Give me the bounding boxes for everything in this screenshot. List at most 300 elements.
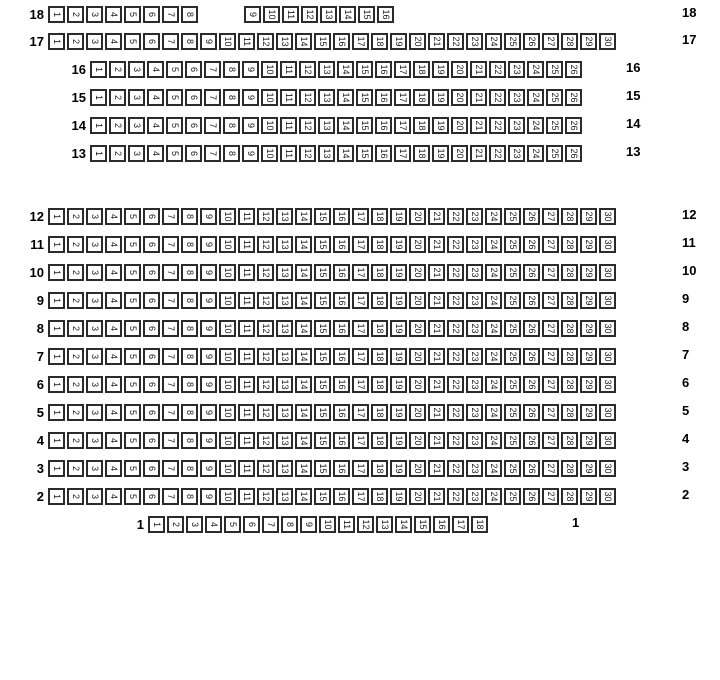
seat[interactable]: 17 <box>352 236 369 253</box>
seat[interactable]: 22 <box>447 264 464 281</box>
seat[interactable]: 16 <box>333 208 350 225</box>
seat[interactable]: 9 <box>242 145 259 162</box>
seat[interactable]: 11 <box>238 488 255 505</box>
seat[interactable]: 1 <box>48 292 65 309</box>
seat[interactable]: 14 <box>337 89 354 106</box>
seat[interactable]: 17 <box>394 89 411 106</box>
seat[interactable]: 9 <box>200 488 217 505</box>
seat[interactable]: 2 <box>67 264 84 281</box>
seat[interactable]: 13 <box>276 488 293 505</box>
seat[interactable]: 29 <box>580 488 597 505</box>
seat[interactable]: 12 <box>257 376 274 393</box>
seat[interactable]: 16 <box>333 432 350 449</box>
seat[interactable]: 25 <box>504 404 521 421</box>
seat[interactable]: 1 <box>148 516 165 533</box>
seat[interactable]: 8 <box>223 61 240 78</box>
seat[interactable]: 15 <box>356 61 373 78</box>
seat[interactable]: 20 <box>451 61 468 78</box>
seat[interactable]: 2 <box>67 33 84 50</box>
seat[interactable]: 19 <box>390 460 407 477</box>
seat[interactable]: 10 <box>263 6 280 23</box>
seat[interactable]: 4 <box>105 404 122 421</box>
seat[interactable]: 15 <box>314 376 331 393</box>
seat[interactable]: 1 <box>48 488 65 505</box>
seat[interactable]: 24 <box>485 292 502 309</box>
seat[interactable]: 18 <box>413 89 430 106</box>
seat[interactable]: 9 <box>200 33 217 50</box>
seat[interactable]: 23 <box>508 89 525 106</box>
seat[interactable]: 11 <box>238 376 255 393</box>
seat[interactable]: 8 <box>281 516 298 533</box>
seat[interactable]: 12 <box>257 320 274 337</box>
seat[interactable]: 21 <box>428 264 445 281</box>
seat[interactable]: 9 <box>300 516 317 533</box>
seat[interactable]: 22 <box>447 292 464 309</box>
seat[interactable]: 13 <box>276 404 293 421</box>
seat[interactable]: 3 <box>86 376 103 393</box>
seat[interactable]: 17 <box>352 432 369 449</box>
seat[interactable]: 8 <box>181 236 198 253</box>
seat[interactable]: 20 <box>409 376 426 393</box>
seat[interactable]: 26 <box>565 145 582 162</box>
seat[interactable]: 20 <box>409 488 426 505</box>
seat[interactable]: 26 <box>523 208 540 225</box>
seat[interactable]: 25 <box>504 264 521 281</box>
seat[interactable]: 17 <box>352 488 369 505</box>
seat[interactable]: 9 <box>244 6 261 23</box>
seat[interactable]: 15 <box>414 516 431 533</box>
seat[interactable]: 2 <box>109 61 126 78</box>
seat[interactable]: 15 <box>314 33 331 50</box>
seat[interactable]: 24 <box>485 432 502 449</box>
seat[interactable]: 19 <box>390 404 407 421</box>
seat[interactable]: 25 <box>504 320 521 337</box>
seat[interactable]: 25 <box>546 89 563 106</box>
seat[interactable]: 29 <box>580 404 597 421</box>
seat[interactable]: 3 <box>86 208 103 225</box>
seat[interactable]: 3 <box>86 488 103 505</box>
seat[interactable]: 10 <box>219 33 236 50</box>
seat[interactable]: 10 <box>219 208 236 225</box>
seat[interactable]: 4 <box>147 145 164 162</box>
seat[interactable]: 16 <box>377 6 394 23</box>
seat[interactable]: 16 <box>375 145 392 162</box>
seat[interactable]: 30 <box>599 33 616 50</box>
seat[interactable]: 27 <box>542 292 559 309</box>
seat[interactable]: 7 <box>162 236 179 253</box>
seat[interactable]: 12 <box>257 488 274 505</box>
seat[interactable]: 11 <box>238 236 255 253</box>
seat[interactable]: 29 <box>580 236 597 253</box>
seat[interactable]: 22 <box>447 488 464 505</box>
seat[interactable]: 8 <box>223 117 240 134</box>
seat[interactable]: 18 <box>413 145 430 162</box>
seat[interactable]: 24 <box>485 376 502 393</box>
seat[interactable]: 29 <box>580 33 597 50</box>
seat[interactable]: 19 <box>432 145 449 162</box>
seat[interactable]: 3 <box>86 292 103 309</box>
seat[interactable]: 3 <box>128 117 145 134</box>
seat[interactable]: 7 <box>162 292 179 309</box>
seat[interactable]: 6 <box>185 145 202 162</box>
seat[interactable]: 24 <box>527 145 544 162</box>
seat[interactable]: 11 <box>238 348 255 365</box>
seat[interactable]: 5 <box>124 208 141 225</box>
seat[interactable]: 19 <box>390 292 407 309</box>
seat[interactable]: 14 <box>337 61 354 78</box>
seat[interactable]: 9 <box>200 460 217 477</box>
seat[interactable]: 27 <box>542 320 559 337</box>
seat[interactable]: 28 <box>561 320 578 337</box>
seat[interactable]: 16 <box>333 264 350 281</box>
seat[interactable]: 11 <box>280 61 297 78</box>
seat[interactable]: 20 <box>409 432 426 449</box>
seat[interactable]: 1 <box>48 376 65 393</box>
seat[interactable]: 17 <box>352 292 369 309</box>
seat[interactable]: 22 <box>489 145 506 162</box>
seat[interactable]: 2 <box>67 488 84 505</box>
seat[interactable]: 30 <box>599 292 616 309</box>
seat[interactable]: 11 <box>280 117 297 134</box>
seat[interactable]: 22 <box>447 348 464 365</box>
seat[interactable]: 10 <box>261 145 278 162</box>
seat[interactable]: 30 <box>599 208 616 225</box>
seat[interactable]: 7 <box>204 117 221 134</box>
seat[interactable]: 12 <box>357 516 374 533</box>
seat[interactable]: 10 <box>219 376 236 393</box>
seat[interactable]: 21 <box>428 348 445 365</box>
seat[interactable]: 9 <box>200 292 217 309</box>
seat[interactable]: 7 <box>162 376 179 393</box>
seat[interactable]: 15 <box>314 264 331 281</box>
seat[interactable]: 16 <box>333 348 350 365</box>
seat[interactable]: 3 <box>86 6 103 23</box>
seat[interactable]: 14 <box>295 320 312 337</box>
seat[interactable]: 29 <box>580 208 597 225</box>
seat[interactable]: 2 <box>67 460 84 477</box>
seat[interactable]: 19 <box>390 376 407 393</box>
seat[interactable]: 19 <box>390 432 407 449</box>
seat[interactable]: 16 <box>333 236 350 253</box>
seat[interactable]: 17 <box>352 33 369 50</box>
seat[interactable]: 6 <box>143 236 160 253</box>
seat[interactable]: 5 <box>124 376 141 393</box>
seat[interactable]: 18 <box>413 117 430 134</box>
seat[interactable]: 7 <box>204 89 221 106</box>
seat[interactable]: 2 <box>109 117 126 134</box>
seat[interactable]: 17 <box>394 61 411 78</box>
seat[interactable]: 14 <box>295 208 312 225</box>
seat[interactable]: 21 <box>428 236 445 253</box>
seat[interactable]: 15 <box>314 460 331 477</box>
seat[interactable]: 13 <box>276 292 293 309</box>
seat[interactable]: 29 <box>580 320 597 337</box>
seat[interactable]: 26 <box>523 488 540 505</box>
seat[interactable]: 12 <box>301 6 318 23</box>
seat[interactable]: 2 <box>67 376 84 393</box>
seat[interactable]: 25 <box>504 292 521 309</box>
seat[interactable]: 1 <box>48 404 65 421</box>
seat[interactable]: 23 <box>466 320 483 337</box>
seat[interactable]: 15 <box>314 208 331 225</box>
seat[interactable]: 20 <box>451 89 468 106</box>
seat[interactable]: 26 <box>565 61 582 78</box>
seat[interactable]: 14 <box>295 376 312 393</box>
seat[interactable]: 19 <box>390 488 407 505</box>
seat[interactable]: 11 <box>238 292 255 309</box>
seat[interactable]: 17 <box>352 320 369 337</box>
seat[interactable]: 21 <box>470 89 487 106</box>
seat[interactable]: 22 <box>447 376 464 393</box>
seat[interactable]: 23 <box>466 460 483 477</box>
seat[interactable]: 3 <box>86 432 103 449</box>
seat[interactable]: 4 <box>105 320 122 337</box>
seat[interactable]: 4 <box>105 208 122 225</box>
seat[interactable]: 28 <box>561 292 578 309</box>
seat[interactable]: 24 <box>485 348 502 365</box>
seat[interactable]: 6 <box>143 348 160 365</box>
seat[interactable]: 16 <box>333 376 350 393</box>
seat[interactable]: 15 <box>314 488 331 505</box>
seat[interactable]: 29 <box>580 348 597 365</box>
seat[interactable]: 28 <box>561 376 578 393</box>
seat[interactable]: 13 <box>318 61 335 78</box>
seat[interactable]: 3 <box>128 89 145 106</box>
seat[interactable]: 3 <box>128 61 145 78</box>
seat[interactable]: 21 <box>470 61 487 78</box>
seat[interactable]: 25 <box>546 145 563 162</box>
seat[interactable]: 12 <box>257 404 274 421</box>
seat[interactable]: 18 <box>371 348 388 365</box>
seat[interactable]: 22 <box>447 404 464 421</box>
seat[interactable]: 21 <box>428 208 445 225</box>
seat[interactable]: 5 <box>166 145 183 162</box>
seat[interactable]: 2 <box>67 208 84 225</box>
seat[interactable]: 4 <box>105 376 122 393</box>
seat[interactable]: 28 <box>561 348 578 365</box>
seat[interactable]: 10 <box>219 432 236 449</box>
seat[interactable]: 26 <box>565 89 582 106</box>
seat[interactable]: 17 <box>394 145 411 162</box>
seat[interactable]: 14 <box>295 292 312 309</box>
seat[interactable]: 7 <box>162 460 179 477</box>
seat[interactable]: 21 <box>428 488 445 505</box>
seat[interactable]: 5 <box>124 488 141 505</box>
seat[interactable]: 18 <box>371 376 388 393</box>
seat[interactable]: 5 <box>224 516 241 533</box>
seat[interactable]: 30 <box>599 264 616 281</box>
seat[interactable]: 8 <box>181 488 198 505</box>
seat[interactable]: 9 <box>200 432 217 449</box>
seat[interactable]: 1 <box>48 208 65 225</box>
seat[interactable]: 4 <box>105 264 122 281</box>
seat[interactable]: 18 <box>371 320 388 337</box>
seat[interactable]: 6 <box>143 376 160 393</box>
seat[interactable]: 20 <box>409 320 426 337</box>
seat[interactable]: 24 <box>527 117 544 134</box>
seat[interactable]: 9 <box>200 320 217 337</box>
seat[interactable]: 6 <box>143 404 160 421</box>
seat[interactable]: 2 <box>67 348 84 365</box>
seat[interactable]: 7 <box>162 320 179 337</box>
seat[interactable]: 29 <box>580 264 597 281</box>
seat[interactable]: 4 <box>205 516 222 533</box>
seat[interactable]: 8 <box>181 404 198 421</box>
seat[interactable]: 13 <box>376 516 393 533</box>
seat[interactable]: 9 <box>200 264 217 281</box>
seat[interactable]: 12 <box>299 117 316 134</box>
seat[interactable]: 15 <box>314 236 331 253</box>
seat[interactable]: 16 <box>333 488 350 505</box>
seat[interactable]: 13 <box>276 208 293 225</box>
seat[interactable]: 8 <box>223 145 240 162</box>
seat[interactable]: 6 <box>185 61 202 78</box>
seat[interactable]: 23 <box>466 488 483 505</box>
seat[interactable]: 6 <box>185 89 202 106</box>
seat[interactable]: 23 <box>466 33 483 50</box>
seat[interactable]: 6 <box>143 208 160 225</box>
seat[interactable]: 10 <box>319 516 336 533</box>
seat[interactable]: 16 <box>375 89 392 106</box>
seat[interactable]: 27 <box>542 460 559 477</box>
seat[interactable]: 10 <box>219 404 236 421</box>
seat[interactable]: 4 <box>105 348 122 365</box>
seat[interactable]: 14 <box>295 488 312 505</box>
seat[interactable]: 12 <box>257 236 274 253</box>
seat[interactable]: 15 <box>356 145 373 162</box>
seat[interactable]: 13 <box>318 117 335 134</box>
seat[interactable]: 9 <box>200 348 217 365</box>
seat[interactable]: 5 <box>124 33 141 50</box>
seat[interactable]: 20 <box>409 208 426 225</box>
seat[interactable]: 27 <box>542 376 559 393</box>
seat[interactable]: 13 <box>318 89 335 106</box>
seat[interactable]: 11 <box>280 145 297 162</box>
seat[interactable]: 19 <box>390 320 407 337</box>
seat[interactable]: 30 <box>599 348 616 365</box>
seat[interactable]: 8 <box>181 376 198 393</box>
seat[interactable]: 11 <box>238 460 255 477</box>
seat[interactable]: 19 <box>390 208 407 225</box>
seat[interactable]: 11 <box>238 33 255 50</box>
seat[interactable]: 24 <box>527 89 544 106</box>
seat[interactable]: 1 <box>48 33 65 50</box>
seat[interactable]: 6 <box>143 292 160 309</box>
seat[interactable]: 7 <box>204 145 221 162</box>
seat[interactable]: 16 <box>333 320 350 337</box>
seat[interactable]: 15 <box>314 348 331 365</box>
seat[interactable]: 9 <box>200 208 217 225</box>
seat[interactable]: 2 <box>67 6 84 23</box>
seat[interactable]: 10 <box>261 117 278 134</box>
seat[interactable]: 2 <box>109 89 126 106</box>
seat[interactable]: 30 <box>599 376 616 393</box>
seat[interactable]: 8 <box>181 292 198 309</box>
seat[interactable]: 27 <box>542 33 559 50</box>
seat[interactable]: 16 <box>375 61 392 78</box>
seat[interactable]: 14 <box>339 6 356 23</box>
seat[interactable]: 26 <box>523 320 540 337</box>
seat[interactable]: 13 <box>276 236 293 253</box>
seat[interactable]: 24 <box>527 61 544 78</box>
seat[interactable]: 2 <box>67 320 84 337</box>
seat[interactable]: 24 <box>485 264 502 281</box>
seat[interactable]: 29 <box>580 460 597 477</box>
seat[interactable]: 9 <box>200 236 217 253</box>
seat[interactable]: 16 <box>375 117 392 134</box>
seat[interactable]: 16 <box>433 516 450 533</box>
seat[interactable]: 26 <box>523 404 540 421</box>
seat[interactable]: 25 <box>504 208 521 225</box>
seat[interactable]: 25 <box>504 348 521 365</box>
seat[interactable]: 1 <box>48 264 65 281</box>
seat[interactable]: 24 <box>485 320 502 337</box>
seat[interactable]: 1 <box>90 61 107 78</box>
seat[interactable]: 28 <box>561 264 578 281</box>
seat[interactable]: 22 <box>447 432 464 449</box>
seat[interactable]: 24 <box>485 236 502 253</box>
seat[interactable]: 12 <box>257 348 274 365</box>
seat[interactable]: 13 <box>276 432 293 449</box>
seat[interactable]: 8 <box>181 348 198 365</box>
seat[interactable]: 22 <box>447 320 464 337</box>
seat[interactable]: 5 <box>124 292 141 309</box>
seat[interactable]: 3 <box>128 145 145 162</box>
seat[interactable]: 1 <box>48 236 65 253</box>
seat[interactable]: 14 <box>295 33 312 50</box>
seat[interactable]: 12 <box>299 145 316 162</box>
seat[interactable]: 23 <box>466 264 483 281</box>
seat[interactable]: 10 <box>219 264 236 281</box>
seat[interactable]: 18 <box>471 516 488 533</box>
seat[interactable]: 26 <box>523 236 540 253</box>
seat[interactable]: 3 <box>86 236 103 253</box>
seat[interactable]: 21 <box>428 460 445 477</box>
seat[interactable]: 14 <box>337 117 354 134</box>
seat[interactable]: 4 <box>105 460 122 477</box>
seat[interactable]: 14 <box>337 145 354 162</box>
seat[interactable]: 3 <box>86 33 103 50</box>
seat[interactable]: 1 <box>48 432 65 449</box>
seat[interactable]: 30 <box>599 488 616 505</box>
seat[interactable]: 22 <box>447 236 464 253</box>
seat[interactable]: 27 <box>542 432 559 449</box>
seat[interactable]: 16 <box>333 404 350 421</box>
seat[interactable]: 23 <box>466 236 483 253</box>
seat[interactable]: 21 <box>428 33 445 50</box>
seat[interactable]: 18 <box>371 264 388 281</box>
seat[interactable]: 15 <box>358 6 375 23</box>
seat[interactable]: 26 <box>523 348 540 365</box>
seat[interactable]: 4 <box>147 89 164 106</box>
seat[interactable]: 6 <box>143 264 160 281</box>
seat[interactable]: 20 <box>409 264 426 281</box>
seat[interactable]: 23 <box>508 117 525 134</box>
seat[interactable]: 18 <box>371 236 388 253</box>
seat[interactable]: 11 <box>282 6 299 23</box>
seat[interactable]: 14 <box>295 264 312 281</box>
seat[interactable]: 18 <box>371 488 388 505</box>
seat[interactable]: 5 <box>124 432 141 449</box>
seat[interactable]: 10 <box>261 61 278 78</box>
seat[interactable]: 6 <box>143 460 160 477</box>
seat[interactable]: 30 <box>599 432 616 449</box>
seat[interactable]: 1 <box>90 89 107 106</box>
seat[interactable]: 7 <box>162 208 179 225</box>
seat[interactable]: 5 <box>166 117 183 134</box>
seat[interactable]: 15 <box>314 292 331 309</box>
seat[interactable]: 4 <box>105 292 122 309</box>
